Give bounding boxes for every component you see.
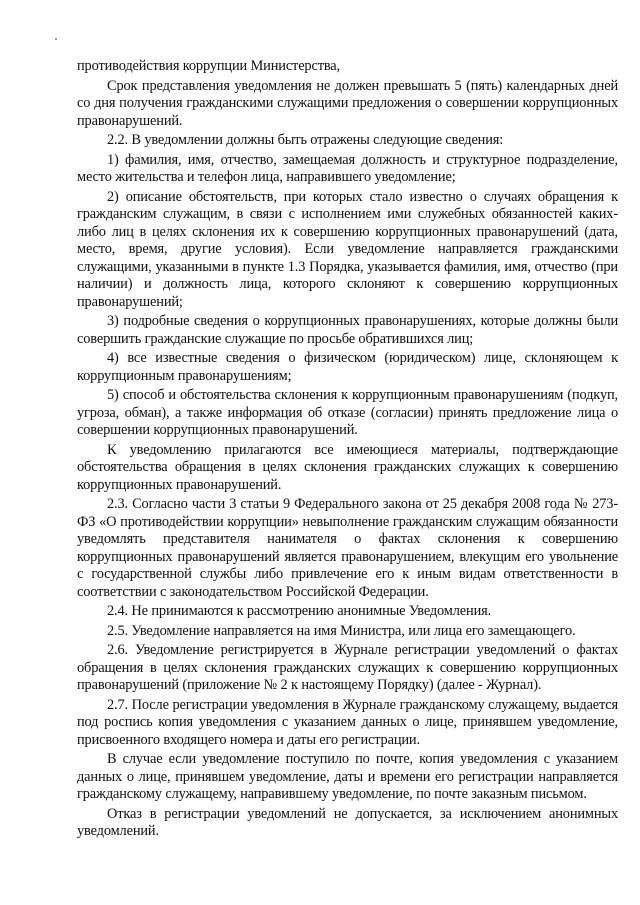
paragraph-2-3: 2.3. Согласно части 3 статьи 9 Федерального закона от 25 декабря 2008 года № 273-ФЗ «О противодействии коррупции» невыполнение гражданским служащим обязанности уведомлять представителя нанимателя о фактах склонения к совершению коррупционных правонарушений является правонарушением, влекущим его увольнение с государственной службы либо привлечение его к иным видам ответственности в соответствии с законодательством Российской Федерации. xyxy=(77,496,618,600)
list-item-5: 5) способ и обстоятельства склонения к коррупционным правонарушениям (подкуп, угроза, обман), а также информация об отказе (согласии) принять предложение лица о совершении коррупционных правонарушений. xyxy=(77,387,618,438)
paragraph-2-6: 2.6. Уведомление регистрируется в Журнале регистрации уведомлений о фактах обращения в целях склонения гражданских служащих к совершению коррупционных правонарушений (приложение № 2 к настоящему Порядку) (далее - Журнал). xyxy=(77,642,618,693)
paragraph-2-7: 2.7. После регистрации уведомления в Журнале гражданскому служащему, выдается под роспись копия уведомления с указанием данных о лице, принявшем уведомление, присвоенного входящего номера и даты его регистрации. xyxy=(77,696,618,748)
paragraph-2-4: 2.4. Не принимаются к рассмотрению анонимные Уведомления. xyxy=(107,603,492,619)
document-body xyxy=(77,58,618,843)
list-item-2: 2) описание обстоятельств, при которых стало известно о случаях обращения к гражданским служащим, в связи с исполнением ими служебных обязанностей каких-либо лиц в целях склонения их к совершению коррупционных правонарушений (дата, место, время, другие условия). Если уведомление направляется гражданскими служащими, указанными в пункте 1.3 Порядка, указывается фамилия, имя, отчество (при наличии) и должность лица, которого склоняют к совершению коррупционных правонарушений; xyxy=(77,188,618,310)
paragraph-attachments: К уведомлению прилагаются все имеющиеся материалы, подтверждающие обстоятельства обращения в целях склонения гражданских служащих к совершению коррупционных правонарушений. xyxy=(77,441,618,493)
paragraph-continuation: противодействия коррупции Министерства, xyxy=(77,58,340,74)
paragraph-2-2: 2.2. В уведомлении должны быть отражены следующие сведения: xyxy=(107,132,504,148)
paragraph-mail: В случае если уведомление поступило по почте, копия уведомления с указанием данных о лице, принявшем уведомление, даты и времени его регистрации направляется гражданскому служащему, направившему уведомление, по почте заказным письмом. xyxy=(77,751,618,802)
list-item-3: 3) подробные сведения о коррупционных правонарушениях, которые должны были совершить гражданские служащие по просьбе обратившихся лиц; xyxy=(77,313,618,347)
paragraph-refusal: Отказ в регистрации уведомлений не допускается, за исключением анонимных уведомлений. xyxy=(77,805,618,839)
list-item-1: 1) фамилия, имя, отчество, замещаемая должность и структурное подразделение, место жительства и телефон лица, направившего уведомление; xyxy=(77,151,618,185)
paragraph-deadline: Срок представления уведомления не должен превышать 5 (пять) календарных дней со дня получения гражданскими служащими предложения о совершении коррупционных правонарушений. xyxy=(77,77,618,129)
scan-speck xyxy=(55,38,57,40)
paragraph-2-5: 2.5. Уведомление направляется на имя Министра, или лица его замещающего. xyxy=(107,622,576,639)
list-item-4: 4) все известные сведения о физическом (юридическом) лице, склоняющем к коррупционным правонарушениям; xyxy=(77,350,618,384)
